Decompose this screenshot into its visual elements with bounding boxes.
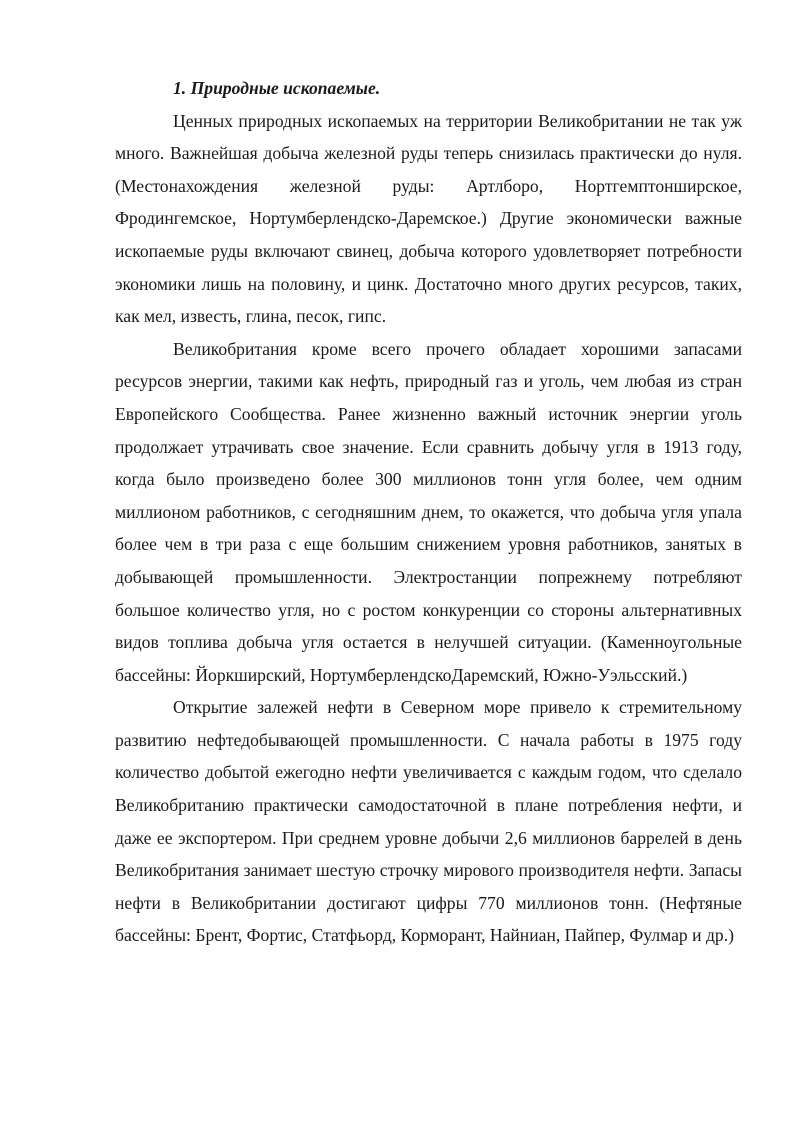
paragraph-energy-coal: Великобритания кроме всего прочего обладает хорошими запасами ресурсов энергии, такими как нефть, природный газ и уголь, чем любая из стран Европейского Сообщества. Ранее жизненно важный источник энергии уголь продолжает утрачивать свое значение. Если сравнить добычу угля в 1913 году, когда было произведено более 300 миллионов тонн угля более, чем одним миллионом работников, с сегодняшним днем, то окажется, что добыча угля упала более чем в три раза с еще большим снижением уровня работников, занятых в добывающей промышленности. Электростанции попрежнему потребляют большое количество угля, но с ростом конкуренции со стороны альтернативных видов топлива добыча угля остается в нелучшей ситуации. (Каменноугольные бассейны: Йоркширский, НортумберлендскоДаремский, Южно-Уэльсский.) — [115, 338, 742, 685]
paragraph-mineral-resources: Ценных природных ископаемых на территории Великобритании не так уж много. Важнейшая добыча железной руды теперь снизилась практически до нуля. (Местонахождения железной руды: Артлборо, Нортгемптонширское, Фродингемское, Нортумберлендско-Даремское.) Другие экономически важные ископаемые руды включают свинец, добыча которого удовлетворяет потребности экономики лишь на половину, и цинк. Достаточно много других ресурсов, таких, как мел, известь, глина, песок, гипс. — [115, 110, 742, 327]
section-heading: 1. Природные ископаемые. — [173, 78, 381, 98]
page-content — [115, 72, 742, 952]
paragraph-north-sea-oil: Открытие залежей нефти в Северном море привело к стремительному развитию нефтедобывающей промышленности. С начала работы в 1975 году количество добытой ежегодно нефти увеличивается с каждым годом, что сделало Великобританию практически самодостаточной в плане потребления нефти, и даже ее экспортером. При среднем уровне добычи 2,6 миллионов баррелей в день Великобритания занимает шестую строчку мирового производителя нефти. Запасы нефти в Великобритании достигают цифры 770 миллионов тонн. (Нефтяные бассейны: Брент, Фортис, Статфьорд, Корморант, Найниан, Пайпер, Фулмар и др.) — [115, 697, 742, 946]
